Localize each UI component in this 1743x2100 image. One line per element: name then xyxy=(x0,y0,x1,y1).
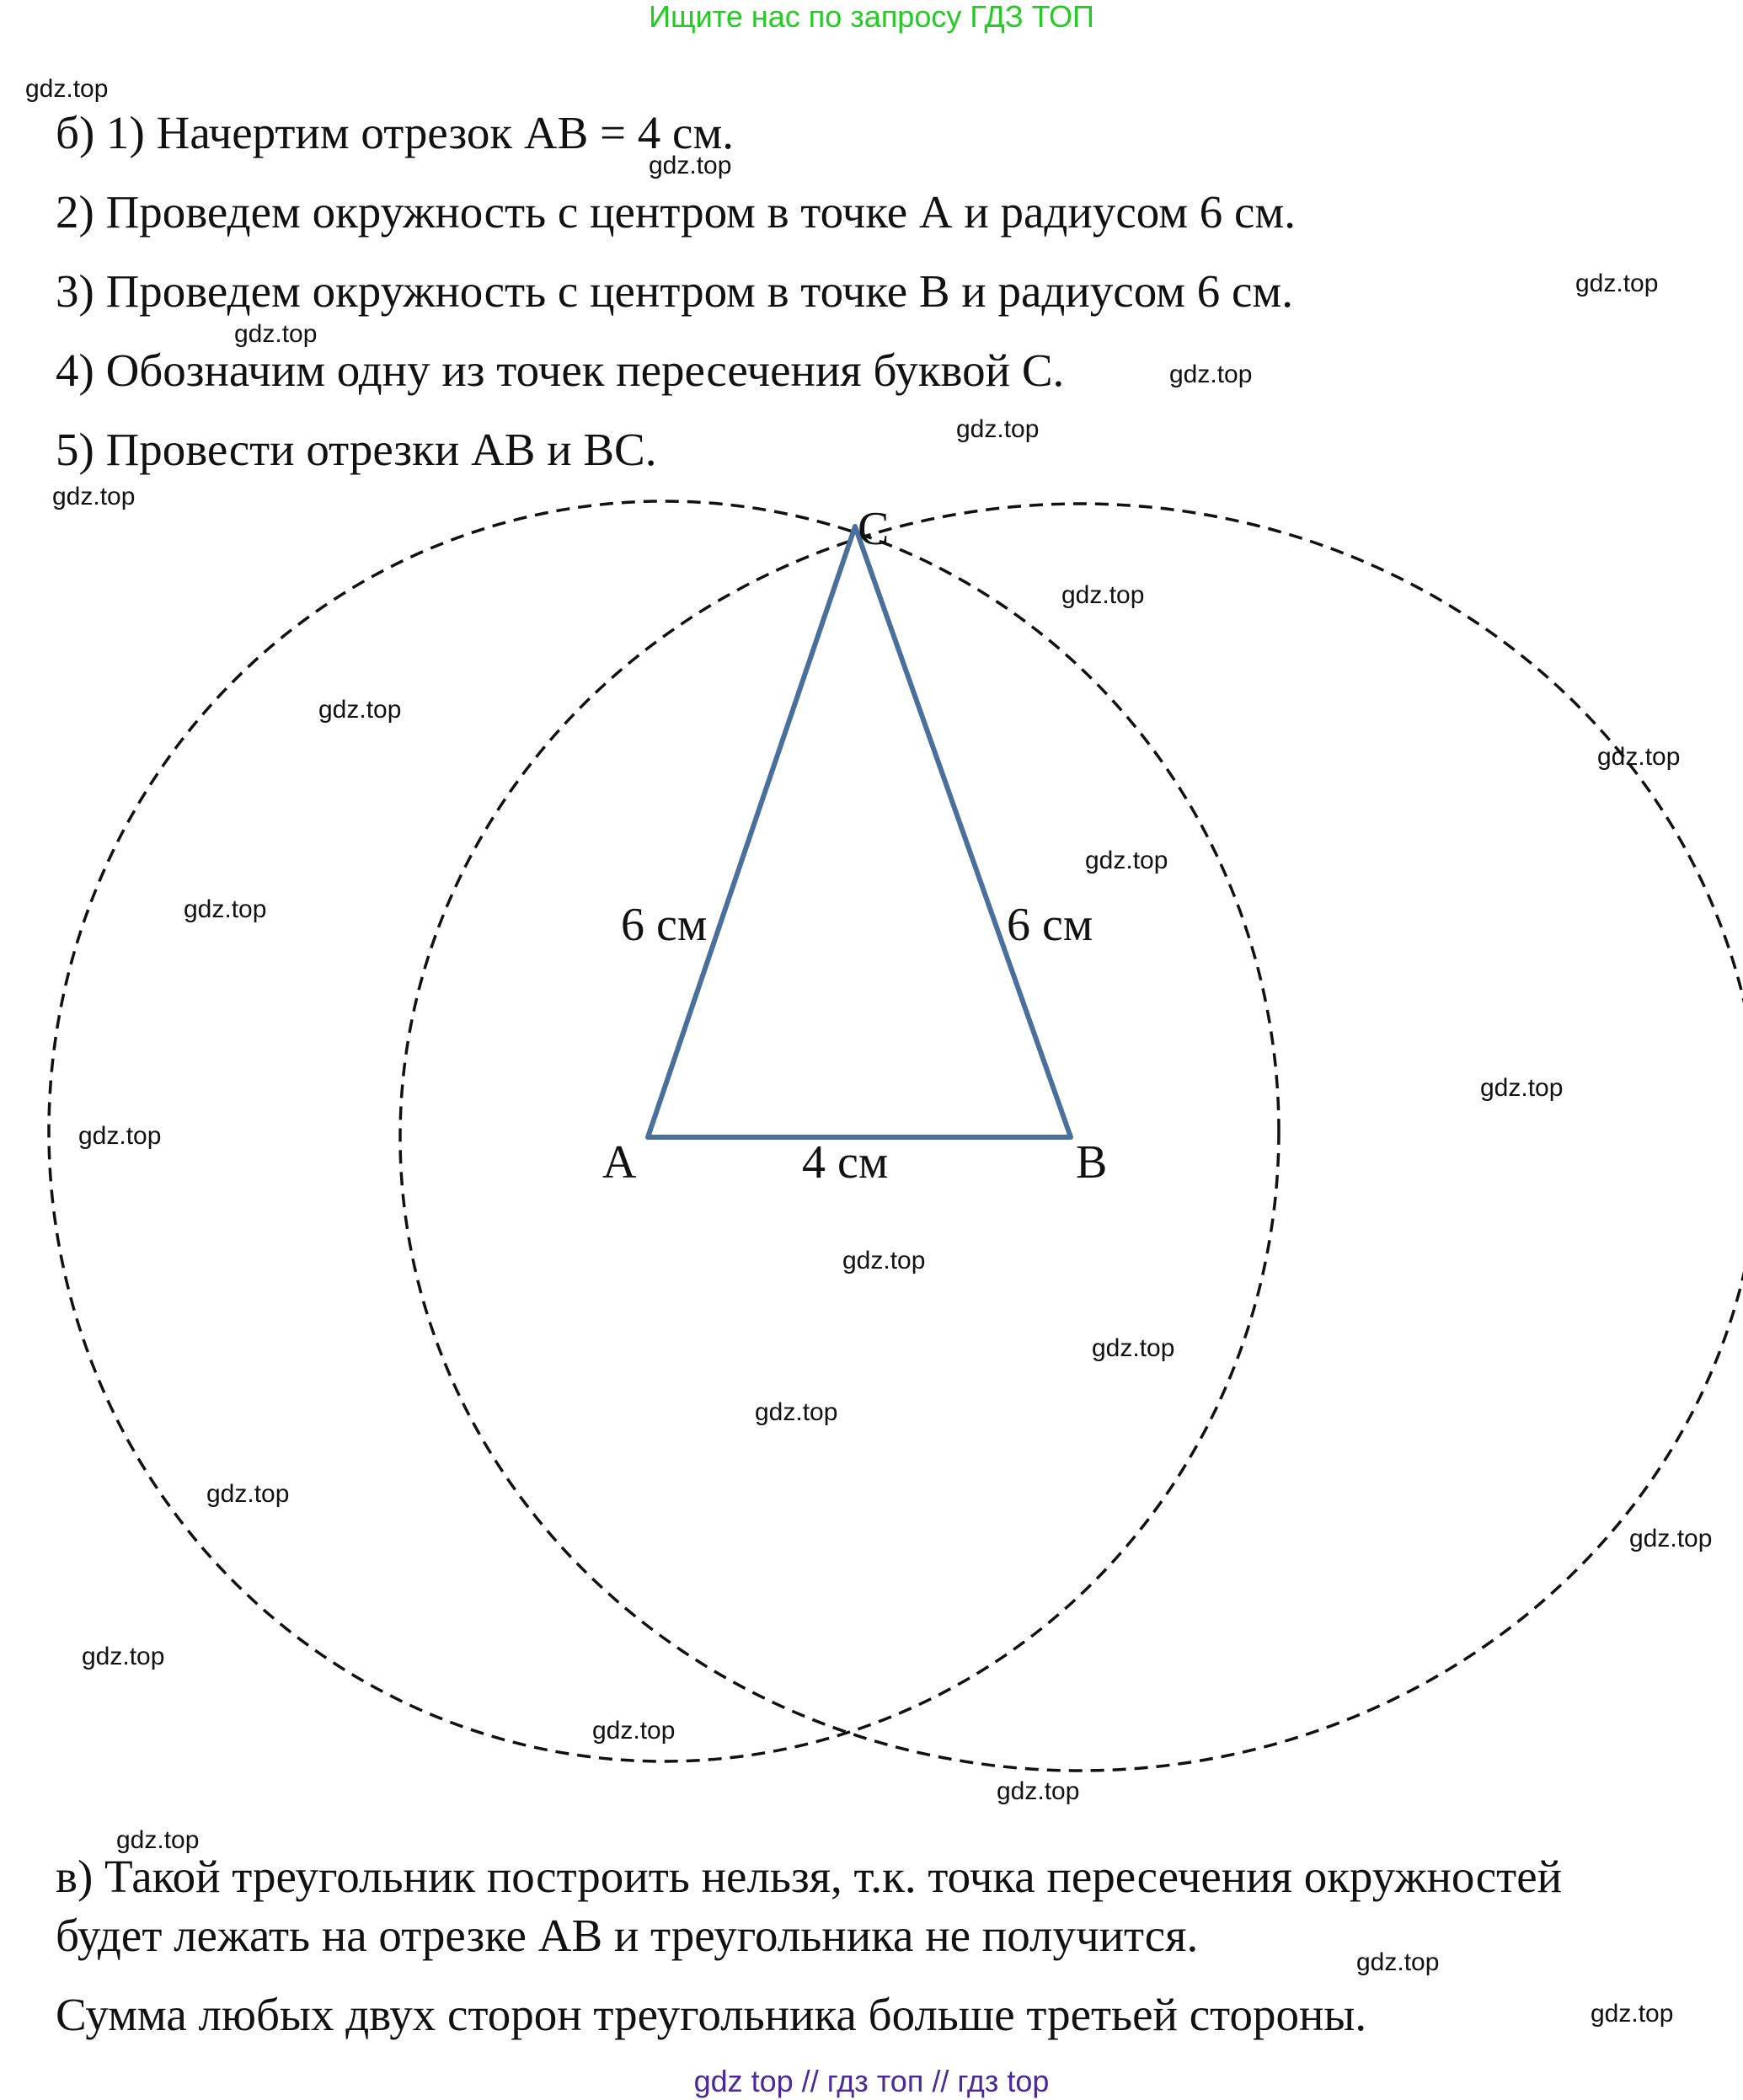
footer-banner: gdz top // гдз топ // гдз top xyxy=(693,2064,1050,2098)
watermark: gdz.top xyxy=(206,1480,290,1508)
watermark: gdz.top xyxy=(116,1826,200,1854)
watermark: gdz.top xyxy=(82,1643,165,1670)
watermark: gdz.top xyxy=(956,415,1040,443)
triangle-abc xyxy=(648,526,1071,1137)
label-point-c: C xyxy=(858,503,890,555)
watermark: gdz.top xyxy=(78,1122,162,1150)
step-1: б) 1) Начертим отрезок АВ = 4 см. xyxy=(56,107,734,158)
watermark: gdz.top xyxy=(234,320,318,348)
watermark: gdz.top xyxy=(842,1247,926,1274)
watermark: gdz.top xyxy=(1480,1074,1564,1102)
label-side-ac: 6 см xyxy=(621,899,708,951)
watermark: gdz.top xyxy=(1356,1948,1440,1976)
watermark: gdz.top xyxy=(184,895,267,923)
watermark: gdz.top xyxy=(1169,361,1253,388)
label-side-bc: 6 см xyxy=(1007,899,1093,951)
step-2: 2) Проведем окружность с центром в точке А и радиусом 6 см. xyxy=(56,186,1296,238)
watermark: gdz.top xyxy=(755,1398,838,1426)
step-5: 5) Провести отрезки АВ и ВС. xyxy=(56,424,657,475)
watermark: gdz.top xyxy=(1597,743,1681,771)
watermark: gdz.top xyxy=(1575,270,1659,297)
watermark: gdz.top xyxy=(997,1777,1080,1805)
label-point-b: B xyxy=(1076,1136,1108,1189)
conclusion-line-2: будет лежать на отрезке АВ и треугольника не получится. xyxy=(56,1910,1199,1961)
label-side-ab: 4 см xyxy=(802,1136,889,1189)
watermark: gdz.top xyxy=(1629,1525,1713,1552)
circle-center-a xyxy=(49,501,1279,1761)
conclusion-line-3: Сумма любых двух сторон треугольника больше третьей стороны. xyxy=(56,1989,1367,2040)
watermark: gdz.top xyxy=(318,696,402,724)
step-3: 3) Проведем окружность с центром в точке В и радиусом 6 см. xyxy=(56,265,1293,317)
label-point-a: A xyxy=(602,1136,637,1189)
step-4: 4) Обозначим одну из точек пересечения буквой С. xyxy=(56,345,1065,396)
watermark: gdz.top xyxy=(1085,847,1168,874)
watermark: gdz.top xyxy=(25,75,109,103)
watermark: gdz.top xyxy=(1061,581,1145,609)
header-banner: Ищите нас по запросу ГДЗ ТОП xyxy=(649,0,1094,34)
watermark: gdz.top xyxy=(52,483,136,510)
conclusion-line-1: в) Такой треугольник построить нельзя, т.к. точка пересечения окружностей xyxy=(56,1851,1563,1902)
watermark: gdz.top xyxy=(1591,2000,1674,2028)
watermark: gdz.top xyxy=(649,152,732,179)
watermark: gdz.top xyxy=(1092,1334,1175,1362)
watermark: gdz.top xyxy=(592,1717,676,1745)
